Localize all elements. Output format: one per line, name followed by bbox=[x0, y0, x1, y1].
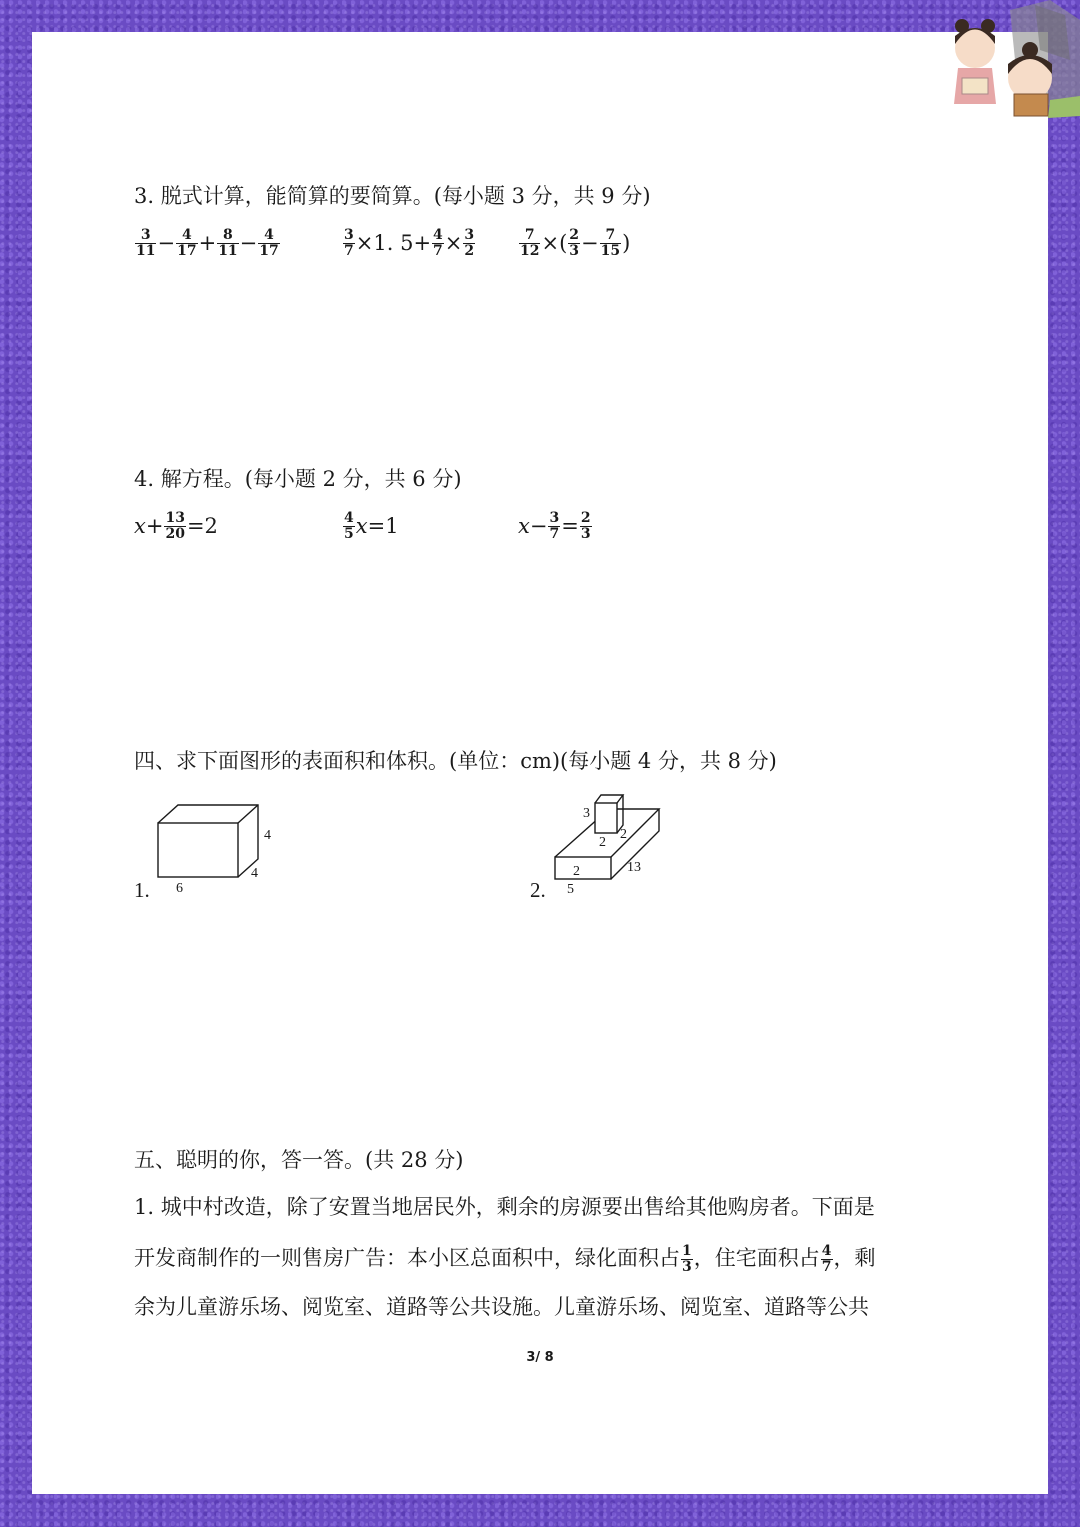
cuboid-width-label: 4 bbox=[251, 866, 258, 881]
q3-expression-2: $\frac{3}{7}$ ×1. 5+ $\frac{4}{7}$ × $\frac{3}{2}$ bbox=[344, 227, 475, 259]
fraction: $\frac{4}{17}$ bbox=[177, 227, 197, 259]
cuboid-height-label: 4 bbox=[264, 828, 271, 843]
section5-title: 五、聪明的你，答一答。(共 28 分) bbox=[134, 1148, 464, 1172]
top-height-label: 3 bbox=[583, 806, 590, 821]
fraction: $\frac{4}{5}$ bbox=[344, 510, 354, 542]
page-number: 3/ 8 bbox=[526, 1350, 554, 1365]
fraction: $\frac{13}{20}$ bbox=[165, 510, 185, 542]
stacked-cuboid-figure bbox=[525, 785, 685, 905]
figure1-label: 1. bbox=[134, 878, 150, 902]
q3-expression-3: $\frac{7}{12}$ ×( $\frac{2}{3}$ − $\frac{7}{15}$ ) bbox=[520, 227, 631, 259]
section4-title: 四、求下面图形的表面积和体积。(单位：cm)(每小题 4 分，共 8 分) bbox=[134, 749, 777, 773]
top-side-a-label: 2 bbox=[599, 835, 606, 850]
problem1-line3: 余为儿童游乐场、阅览室、道路等公共设施。儿童游乐场、阅览室、道路等公共 bbox=[134, 1295, 869, 1319]
base-height-label: 2 bbox=[573, 864, 580, 879]
fraction: $\frac{1}{3}$ bbox=[682, 1243, 692, 1275]
fraction: $\frac{3}{7}$ bbox=[344, 227, 354, 259]
fraction: $\frac{4}{7}$ bbox=[821, 1243, 832, 1275]
top-side-b-label: 2 bbox=[620, 827, 627, 842]
fraction: $\frac{2}{3}$ bbox=[580, 510, 591, 542]
fraction: $\frac{7}{12}$ bbox=[520, 227, 540, 259]
fraction: $\frac{3}{11}$ bbox=[136, 227, 156, 259]
cuboid-length-label: 6 bbox=[176, 881, 183, 896]
q3-expression-1: $\frac{3}{11}$ − $\frac{4}{17}$ + $\frac{8}{11}$ − $\frac{4}{17}$ bbox=[136, 227, 279, 259]
problem1-line1: 1. 城中村改造，除了安置当地居民外，剩余的房源要出售给其他购房者。下面是 bbox=[134, 1195, 875, 1219]
q4-title: 4. 解方程。(每小题 2 分，共 6 分) bbox=[134, 467, 462, 491]
cuboid-figure bbox=[130, 795, 290, 905]
q4-equation-3: x− $\frac{3}{7}$ = $\frac{2}{3}$ bbox=[518, 510, 591, 542]
reading-children-illustration bbox=[940, 0, 1080, 125]
figure2-label: 2. bbox=[530, 878, 546, 902]
q4-equation-1: x+ $\frac{13}{20}$ =2 bbox=[134, 510, 218, 542]
fraction: $\frac{3}{7}$ bbox=[549, 510, 560, 542]
problem1-line2: 开发商制作的一则售房广告：本小区总面积中，绿化面积占 $\frac{1}{3}$ ，住宅面积占 $\frac{4}{7}$ ，剩 bbox=[134, 1243, 876, 1275]
base-width-label: 13 bbox=[627, 860, 641, 875]
fraction: $\frac{2}{3}$ bbox=[569, 227, 580, 259]
fraction: $\frac{7}{15}$ bbox=[600, 227, 621, 259]
fraction: $\frac{8}{11}$ bbox=[218, 227, 238, 259]
q4-equation-2: $\frac{4}{5}$ x=1 bbox=[344, 510, 399, 542]
fraction: $\frac{4}{7}$ bbox=[433, 227, 443, 259]
fraction: $\frac{4}{17}$ bbox=[259, 227, 279, 259]
fraction: $\frac{3}{2}$ bbox=[464, 227, 475, 259]
q3-title: 3. 脱式计算，能简算的要简算。(每小题 3 分，共 9 分) bbox=[134, 184, 651, 208]
base-length-label: 5 bbox=[567, 882, 574, 897]
